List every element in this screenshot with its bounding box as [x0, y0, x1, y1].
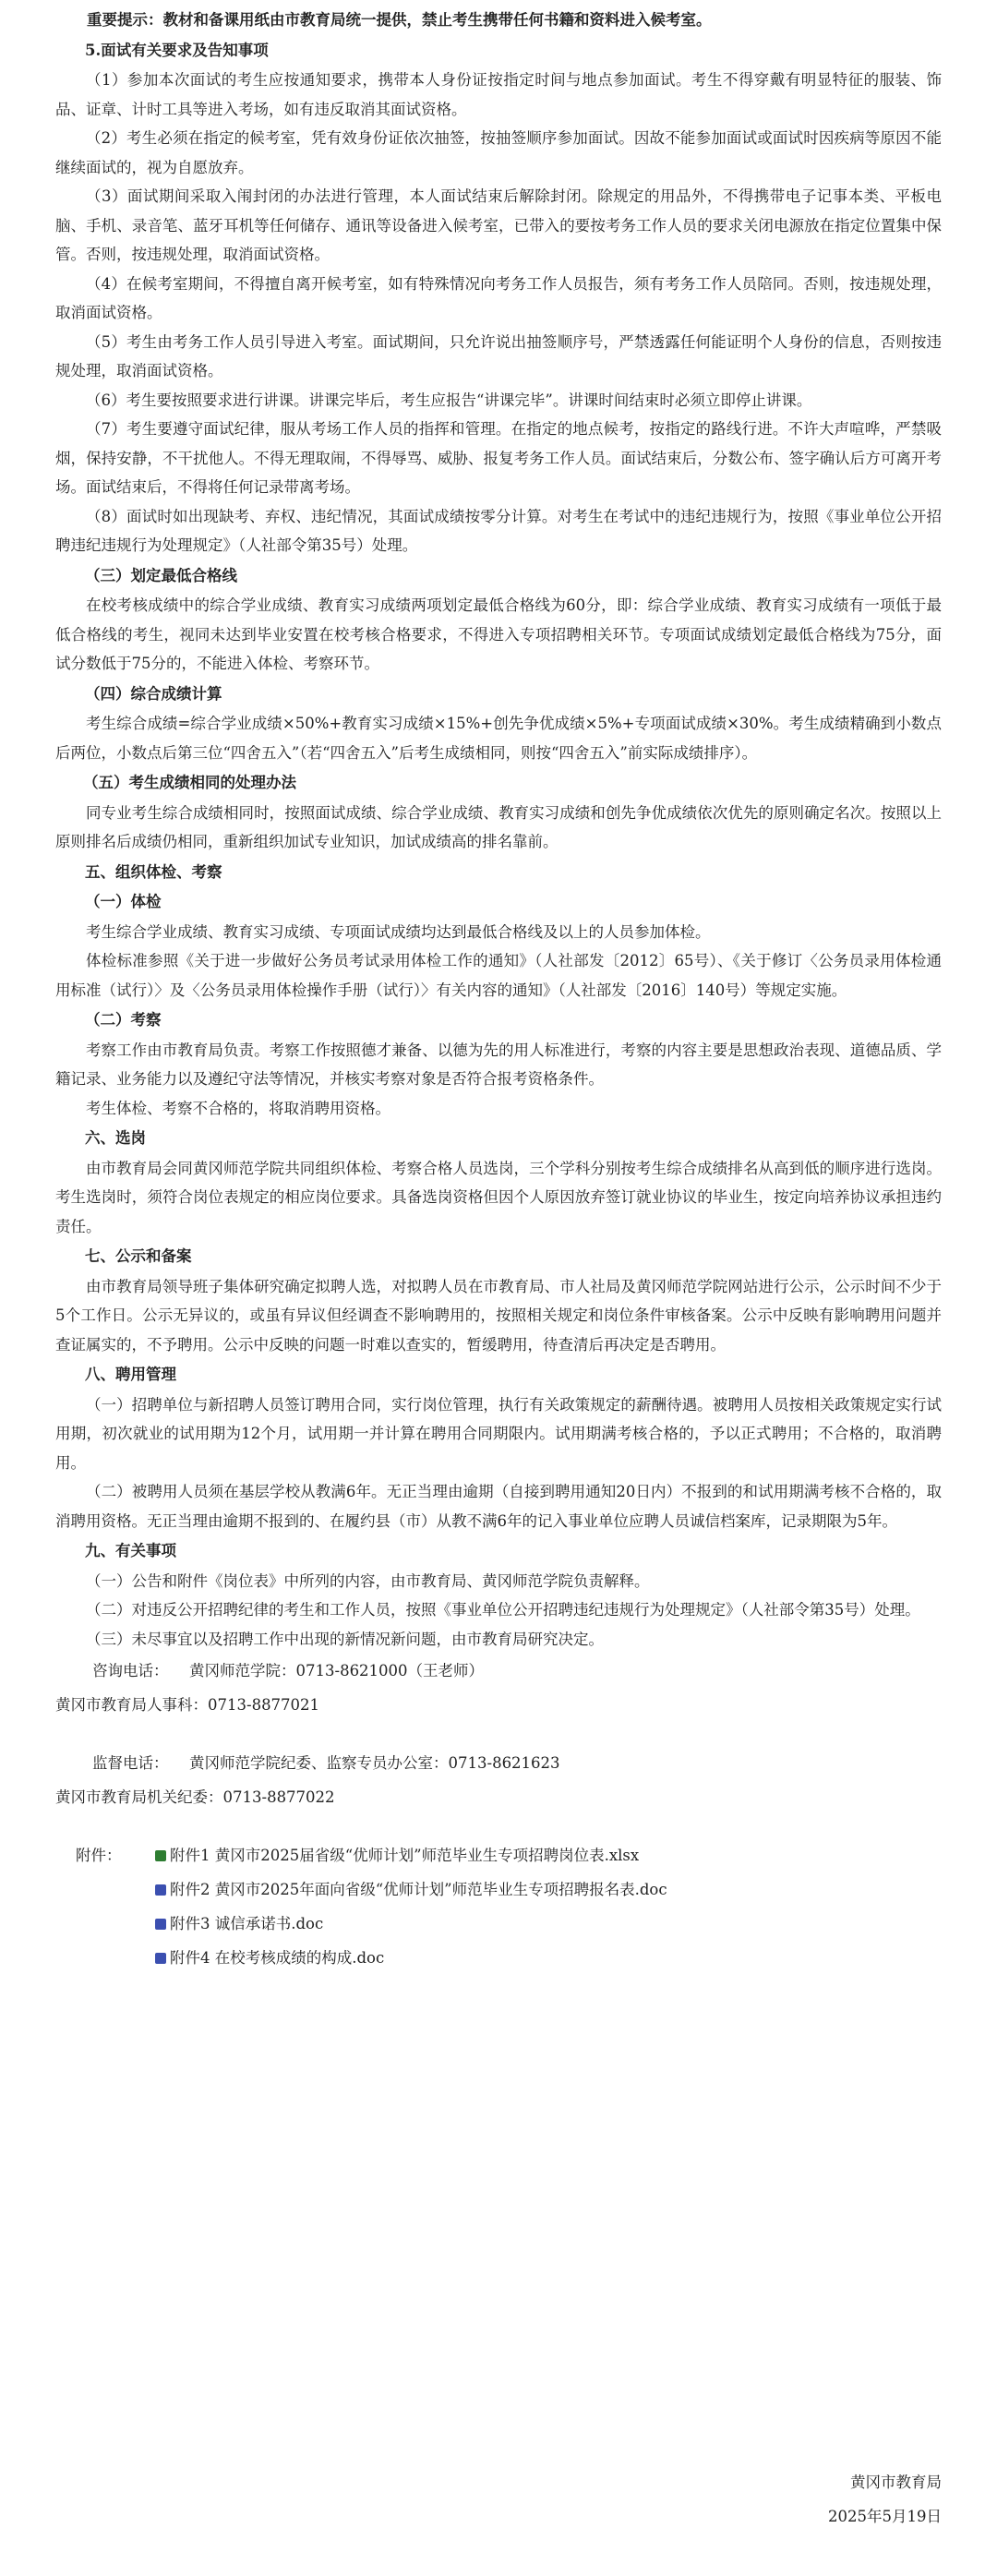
doc-file-icon	[155, 1919, 166, 1930]
requirement-item: （5）考生由考务工作人员引导进入考室。面试期间，只允许说出抽签顺序号，严禁透露任何能证明个人身份的信息，否则按违规处理，取消面试资格。	[55, 332, 942, 379]
heading-chapter-8: 八、聘用管理	[85, 1366, 176, 1383]
heading-chapter-6: 六、选岗	[85, 1129, 146, 1147]
heading-minimum-score: （三）划定最低合格线	[85, 566, 237, 584]
attachments-label: 附件：	[76, 1847, 122, 1864]
requirement-item: （8）面试时如出现缺考、弃权、违纪情况，其面试成绩按零分计算。对考生在考试中的违纪违规行为，按照《事业单位公开招聘违纪违规行为处理规定》（人社部令第35号）处理。	[55, 507, 942, 554]
consult-label: 咨询电话：	[92, 1662, 169, 1679]
doc-file-icon	[155, 1953, 166, 1964]
supervise-contact: 黄冈市教育局机关纪委：0713-8877022	[55, 1788, 335, 1806]
matters-item: （三）未尽事宜以及招聘工作中出现的新情况新问题，由市教育局研究决定。	[86, 1630, 604, 1648]
xlsx-file-icon	[155, 1850, 166, 1861]
physical-exam-text: 考生综合学业成绩、教育实习成绩、专项面试成绩均达到最低合格线及以上的人员参加体检。	[86, 922, 711, 941]
composite-score-text: 考生综合成绩=综合学业成绩×50%+教育实习成绩×15%+创先争优成绩×5%+专项面试成绩×30%。考生成绩精确到小数点后两位，小数点后第三位“四舍五入”（若“四舍五入”后考生成绩相同，则按“四舍五入”前实际成绩排序）。	[55, 715, 942, 762]
matters-item: （一）公告和附件《岗位表》中所列的内容，由市教育局、黄冈师范学院负责解释。	[86, 1571, 650, 1590]
requirement-item: （4）在候考室期间，不得擅自离开候考室，如有特殊情况向考务工作人员报告，须有考务工作人员陪同。否则，按违规处理，取消面试资格。	[55, 274, 942, 321]
employment-item: （二）被聘用人员须在基层学校从教满6年。无正当理由逾期（自接到聘用通知20日内）不报到的和试用期满考核不合格的，取消聘用资格。无正当理由逾期不报到的、在履约县（市）从教不满6年的记入事业单位应聘人员诚信档案库，记录期限为5年。	[55, 1483, 942, 1530]
attachment-row	[55, 1907, 942, 1941]
attachment-link-1[interactable]: 附件1 黄冈市2025届省级“优师计划”师范毕业生专项招聘岗位表.xlsx	[155, 1838, 639, 1872]
employment-item: （一）招聘单位与新招聘人员签订聘用合同，实行岗位管理，执行有关政策规定的薪酬待遇。被聘用人员按相关政策规定实行试用期，初次就业的试用期为12个月，试用期一并计算在聘用合同期限内。试用期满考核合格的，予以正式聘用；不合格的，取消聘用。	[55, 1395, 942, 1472]
heading-chapter-9: 九、有关事项	[85, 1542, 176, 1559]
footer-date: 2025年5月19日	[828, 2508, 942, 2525]
heading-tie-handling: （五）考生成绩相同的处理办法	[83, 774, 296, 791]
attachment-row	[55, 1838, 942, 1872]
attachment-link-3[interactable]: 附件3 诚信承诺书.doc	[155, 1907, 323, 1941]
tie-handling-text: 同专业考生综合成绩相同时，按照面试成绩、综合学业成绩、教育实习成绩和创先争优成绩依次优先的原则确定名次。按照以上原则排名后成绩仍相同，重新组织加试专业知识，加试成绩高的排名靠前。	[55, 803, 942, 850]
consult-phone-line	[55, 1654, 942, 1688]
supervise-contact: 黄冈师范学院纪委、监察专员办公室：0713-8621623	[189, 1754, 560, 1772]
footer-signature	[828, 2465, 942, 2534]
inspection-text-2: 考生体检、考察不合格的，将取消聘用资格。	[86, 1099, 390, 1117]
heading-composite-score: （四）综合成绩计算	[85, 684, 222, 703]
inspection-text: 考察工作由市教育局负责。考察工作按照德才兼备、以德为先的用人标准进行，考察的内容主要是思想政治表现、道德品质、学籍记录、业务能力以及遵纪守法等情况，并核实考察对象是否符合报考资格条件。	[55, 1041, 942, 1088]
requirement-item: （7）考生要遵守面试纪律，服从考场工作人员的指挥和管理。在指定的地点候考，按指定的路线行进。不许大声喧哗，严禁吸烟，保持安静，不干扰他人。不得无理取闹，不得辱骂、威胁、报复考务工作人员。面试结束后，分数公布、签字确认后方可离开考场。面试结束后，不得将任何记录带离考场。	[55, 420, 942, 496]
post-selection-text: 由市教育局会同黄冈师范学院共同组织体检、考察合格人员选岗，三个学科分别按考生综合成绩排名从高到低的顺序进行选岗。考生选岗时，须符合岗位表规定的相应岗位要求。具备选岗资格但因个人原因放弃签订就业协议的毕业生，按定向培养协议承担违约责任。	[55, 1159, 942, 1235]
attachment-link-2[interactable]: 附件2 黄冈市2025年面向省级“优师计划”师范毕业生专项招聘报名表.doc	[155, 1872, 667, 1907]
heading-physical-exam: （一）体检	[85, 893, 162, 910]
attachment-row	[55, 1941, 942, 1975]
publicity-text: 由市教育局领导班子集体研究确定拟聘人选，对拟聘人员在市教育局、市人社局及黄冈师范学院网站进行公示，公示时间不少于5个工作日。公示无异议的，或虽有异议但经调查不影响聘用的，按照相关规定和岗位条件审核备案。公示中反映有影响聘用问题并查证属实的，不予聘用。公示中反映的问题一时难以查实的，暂缓聘用，待查清后再决定是否聘用。	[55, 1277, 942, 1354]
requirement-item: （1）参加本次面试的考生应按通知要求，携带本人身份证按指定时间与地点参加面试。考生不得穿戴有明显特征的服装、饰品、证章、计时工具等进入考场，如有违反取消其面试资格。	[55, 71, 942, 118]
heading-chapter-7: 七、公示和备案	[85, 1247, 192, 1265]
heading-inspection: （二）考察	[85, 1011, 162, 1029]
heading-chapter-5: 五、组织体检、考察	[85, 862, 222, 881]
supervise-label: 监督电话：	[92, 1754, 169, 1772]
matters-item: （二）对违反公开招聘纪律的考生和工作人员，按照《事业单位公开招聘违纪违规行为处理规定》（人社部令第35号）处理。	[86, 1601, 920, 1619]
requirement-item: （6）考生要按照要求进行讲课。讲课完毕后，考生应报告“讲课完毕”。讲课时间结束时必须立即停止讲课。	[86, 391, 812, 409]
attachment-link-4[interactable]: 附件4 在校考核成绩的构成.doc	[155, 1941, 384, 1975]
consult-contact: 黄冈师范学院：0713-8621000（王老师）	[189, 1662, 485, 1679]
attachment-row	[55, 1872, 942, 1907]
physical-exam-standard: 体检标准参照《关于进一步做好公务员考试录用体检工作的通知》（人社部发〔2012〕65号）、《关于修订〈公务员录用体检通用标准（试行）〉及〈公务员录用体检操作手册（试行）〉有关内容的通知》（人社部发〔2016〕140号）等规定实施。	[55, 952, 942, 999]
requirement-item: （2）考生必须在指定的候考室，凭有效身份证依次抽签，按抽签顺序参加面试。因故不能参加面试或面试时因疾病等原因不能继续面试的，视为自愿放弃。	[55, 129, 942, 176]
supervise-phone-line	[55, 1746, 942, 1780]
heading-interview-requirements: 5.面试有关要求及告知事项	[85, 41, 269, 59]
footer-organization: 黄冈市教育局	[850, 2474, 942, 2491]
requirement-item: （3）面试期间采取入闱封闭的办法进行管理，本人面试结束后解除封闭。除规定的用品外，不得携带电子记事本类、平板电脑、手机、录音笔、蓝牙耳机等任何储存、通讯等设备进入候考室，已带入的要按考务工作人员的要求关闭电源放在指定位置集中保管。否则，按违规处理，取消面试资格。	[55, 187, 942, 263]
minimum-score-text: 在校考核成绩中的综合学业成绩、教育实习成绩两项划定最低合格线为60分，即：综合学业成绩、教育实习成绩有一项低于最低合格线的考生，视同未达到毕业安置在校考核合格要求，不得进入专项招聘相关环节。专项面试成绩划定最低合格线为75分，面试分数低于75分的，不能进入体检、考察环节。	[55, 596, 942, 672]
doc-file-icon	[155, 1884, 166, 1896]
consult-contact: 黄冈市教育局人事科：0713-8877021	[55, 1696, 320, 1714]
important-notice: 重要提示：教材和备课用纸由市教育局统一提供，禁止考生携带任何书籍和资料进入候考室。	[87, 11, 712, 29]
